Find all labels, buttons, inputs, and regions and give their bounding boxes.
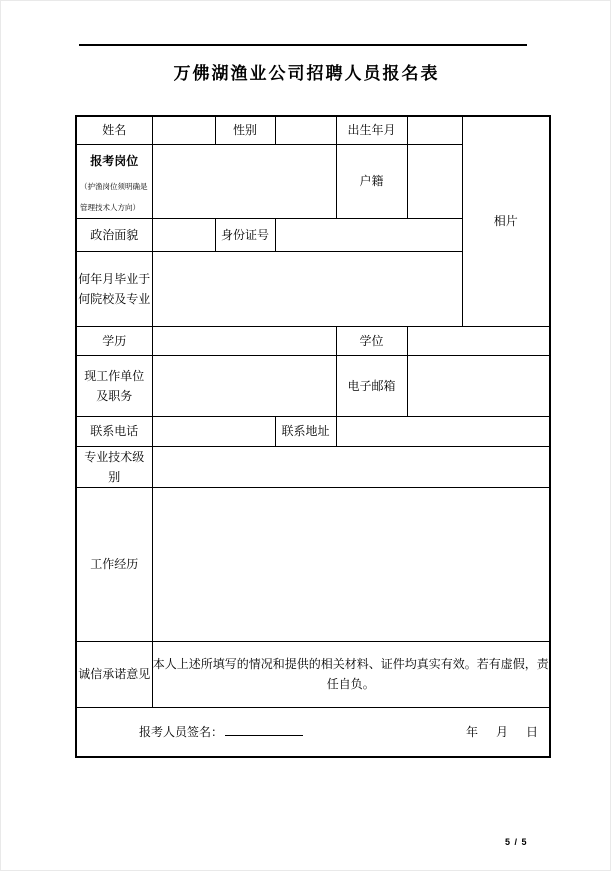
position-note: （护渔岗位须明确是管理技术人方向） bbox=[80, 181, 148, 212]
id-number-label: 身份证号 bbox=[215, 218, 275, 251]
position-input-cell[interactable] bbox=[152, 144, 336, 218]
education-label: 学历 bbox=[76, 326, 152, 355]
id-number-input-cell[interactable] bbox=[275, 218, 462, 251]
phone-label: 联系电话 bbox=[76, 416, 152, 446]
work-experience-input-cell[interactable] bbox=[152, 487, 550, 641]
name-input-cell[interactable] bbox=[152, 116, 215, 144]
photo-cell[interactable] bbox=[462, 116, 550, 326]
name-label: 姓名 bbox=[76, 116, 152, 144]
date-label: 年 月 日 bbox=[465, 724, 541, 739]
household-input-cell[interactable] bbox=[407, 144, 462, 218]
gender-input-cell[interactable] bbox=[275, 116, 336, 144]
work-unit-label: 现工作单位及职务 bbox=[76, 355, 152, 416]
household-label: 户籍 bbox=[336, 144, 407, 218]
tech-level-input-cell[interactable] bbox=[152, 446, 550, 487]
political-status-label: 政治面貌 bbox=[76, 218, 152, 251]
gender-label: 性别 bbox=[215, 116, 275, 144]
phone-input-cell[interactable] bbox=[152, 416, 275, 446]
birth-date-label: 出生年月 bbox=[336, 116, 407, 144]
degree-label: 学位 bbox=[336, 326, 407, 355]
position-label-cell bbox=[76, 144, 152, 218]
integrity-statement: 本人上述所填写的情况和提供的相关材料、证件均真实有效。若有虚假，责任自负。 bbox=[152, 641, 550, 707]
work-experience-label: 工作经历 bbox=[76, 487, 152, 641]
page-number: 5 / 5 bbox=[505, 837, 528, 847]
address-input-cell[interactable] bbox=[336, 416, 550, 446]
header-rule bbox=[79, 44, 527, 46]
birth-date-input-cell[interactable] bbox=[407, 116, 462, 144]
work-unit-input-cell[interactable] bbox=[152, 355, 336, 416]
integrity-label: 诚信承诺意见 bbox=[76, 641, 152, 707]
email-input-cell[interactable] bbox=[407, 355, 550, 416]
email-label: 电子邮箱 bbox=[336, 355, 407, 416]
signature-line[interactable] bbox=[225, 722, 303, 736]
page-title: 万佛湖渔业公司招聘人员报名表 bbox=[173, 64, 440, 83]
education-input-cell[interactable] bbox=[152, 326, 336, 355]
graduation-label: 何年月毕业于何院校及专业 bbox=[76, 251, 152, 326]
degree-input-cell[interactable] bbox=[407, 326, 550, 355]
signature-label: 报考人员签名： bbox=[139, 724, 224, 739]
application-form-table bbox=[75, 115, 551, 758]
political-status-input-cell[interactable] bbox=[152, 218, 215, 251]
position-label: 报考岗位 bbox=[90, 153, 139, 168]
signature-row-cell bbox=[76, 707, 550, 757]
photo-label: 相片 bbox=[493, 214, 518, 229]
graduation-input-cell[interactable] bbox=[152, 251, 462, 326]
tech-level-label: 专业技术级别 bbox=[76, 446, 152, 487]
address-label: 联系地址 bbox=[275, 416, 336, 446]
